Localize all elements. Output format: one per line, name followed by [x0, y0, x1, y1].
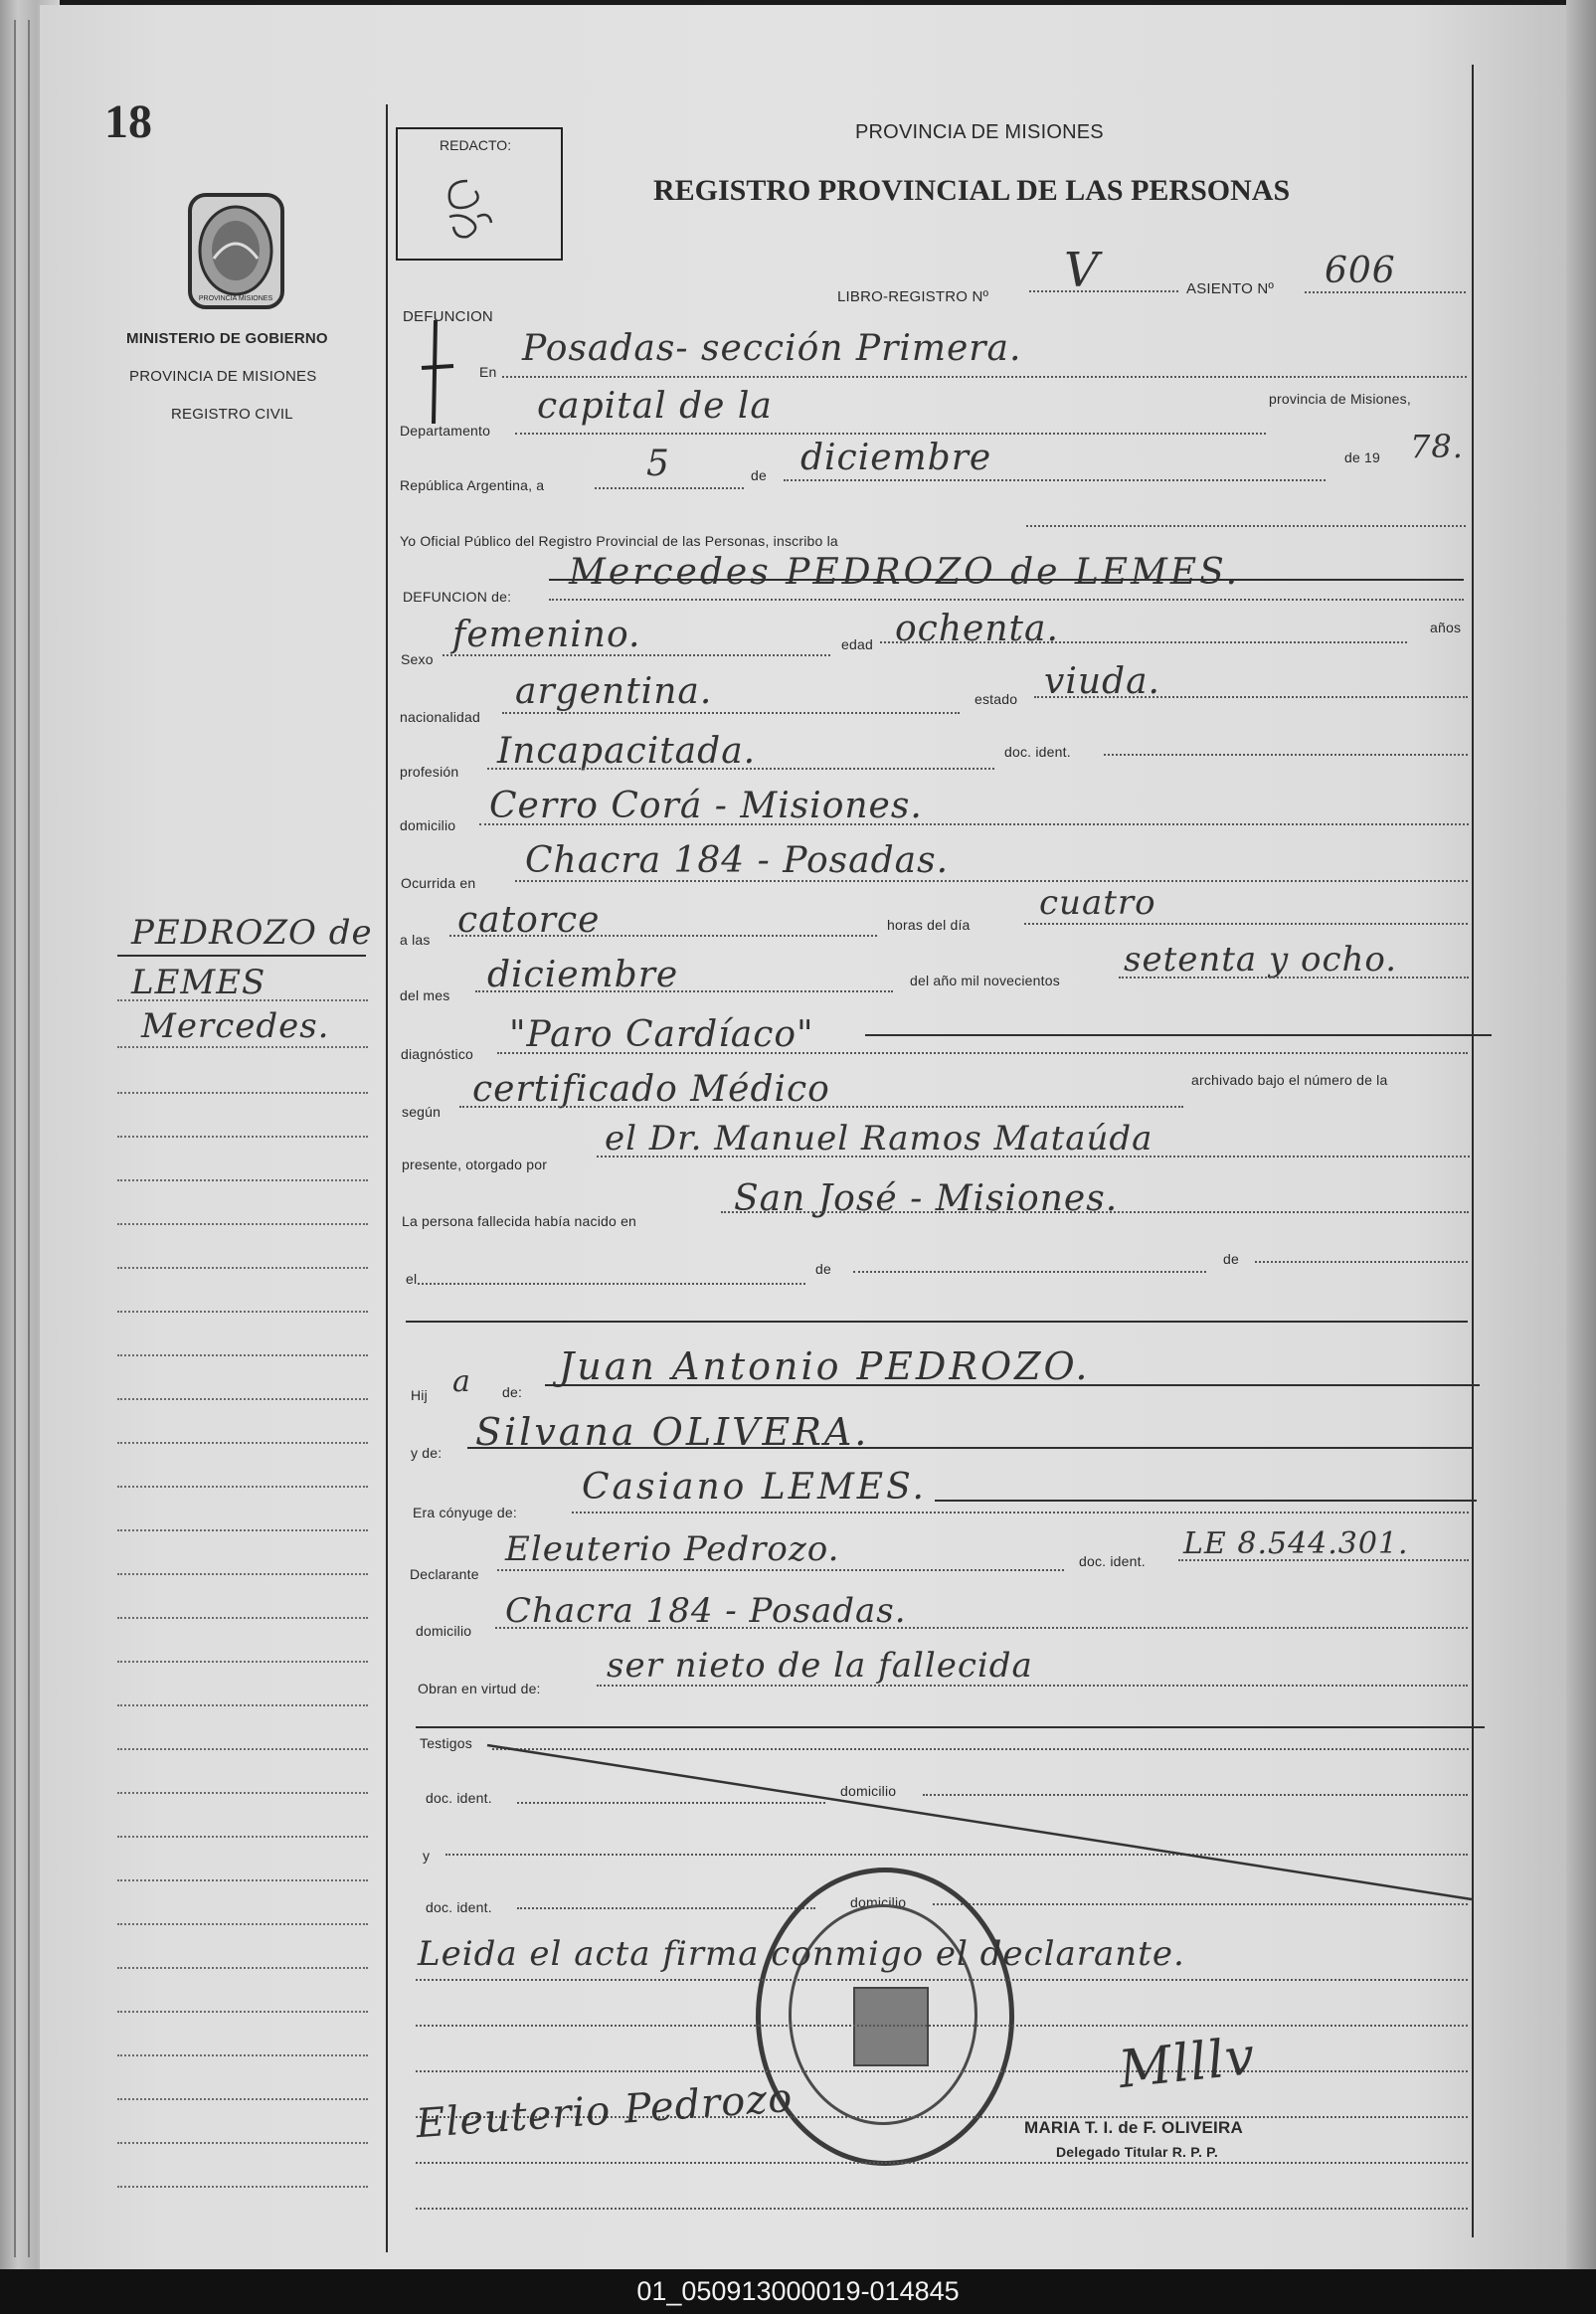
redacto-initials-signature	[428, 167, 507, 247]
margin-rule	[117, 1573, 368, 1575]
page-edge	[1566, 0, 1596, 2277]
sexo-label: Sexo	[401, 651, 434, 667]
margin-rule	[117, 1529, 368, 1531]
redacto-label: REDACTO:	[440, 137, 512, 153]
hijo-label: Hij	[411, 1387, 428, 1403]
margin-rule	[117, 2011, 368, 2013]
margin-rule	[117, 1267, 368, 1269]
margin-rule	[117, 1179, 368, 1181]
defuncion-de-label: DEFUNCION de:	[403, 589, 512, 605]
margin-rule	[117, 999, 368, 1001]
page-number: 18	[104, 95, 152, 148]
ocurrida-label: Ocurrida en	[401, 875, 476, 891]
margin-rule	[117, 1092, 368, 1094]
testigo-domicilio2-label: domicilio	[850, 1894, 907, 1910]
ocurrida-value: Chacra 184 - Posadas.	[525, 840, 950, 881]
cancellation-line	[477, 1735, 1482, 1909]
testigos-label: Testigos	[420, 1735, 472, 1751]
segun-label: según	[402, 1104, 442, 1120]
margin-rule	[117, 2098, 368, 2100]
defuncion-label: DEFUNCION	[403, 308, 493, 325]
registry-label: REGISTRO CIVIL	[171, 406, 293, 423]
testigo-doc2-label: doc. ident.	[426, 1899, 492, 1915]
ministry-label: MINISTERIO DE GOBIERNO	[126, 330, 328, 347]
official-name: MARIA T. I. de F. OLIVEIRA	[1024, 2118, 1243, 2137]
domicilio-value: Cerro Corá - Misiones.	[489, 786, 923, 826]
margin-rule	[117, 1046, 368, 1048]
edad-value: ochenta.	[895, 609, 1059, 649]
testigo-domicilio-label: domicilio	[840, 1783, 897, 1799]
declarante-doc-value: LE 8.544.301.	[1183, 1526, 1409, 1561]
declarante-label: Declarante	[410, 1566, 479, 1582]
libro-label: LIBRO-REGISTRO Nº	[837, 288, 989, 305]
asiento-label: ASIENTO Nº	[1186, 280, 1275, 297]
margin-rule	[117, 1748, 368, 1750]
margin-rule	[117, 1923, 368, 1925]
edad-label: edad	[841, 636, 873, 652]
doc-ident2-label: doc. ident.	[1079, 1553, 1146, 1569]
del-mes-label: del mes	[400, 987, 450, 1003]
doc-ident-label: doc. ident.	[1004, 744, 1071, 760]
seal-text: PROVINCIA MISIONES	[198, 295, 273, 302]
el-label: el	[406, 1271, 418, 1287]
margin-rule	[117, 1136, 368, 1138]
estado-label: estado	[975, 691, 1018, 707]
margin-rule	[117, 1398, 368, 1400]
margin-rule	[117, 2142, 368, 2144]
profesion-label: profesión	[400, 764, 459, 780]
diagnostico-value: "Paro Cardíaco"	[509, 1014, 814, 1055]
archivado-label: archivado bajo el número de la	[1191, 1072, 1388, 1088]
anio-texto-value: setenta y ocho.	[1124, 940, 1398, 979]
official-signature: Mlllv	[1116, 2026, 1259, 2101]
margin-rule	[117, 1661, 368, 1663]
a-las-label: a las	[400, 932, 431, 948]
padre-value: Juan Antonio PEDROZO.	[559, 1344, 1091, 1388]
margin-rule	[117, 1354, 368, 1356]
declarant-signature: Eleuterio Pedrozo	[414, 2074, 795, 2148]
domicilio2-value: Chacra 184 - Posadas.	[505, 1591, 907, 1631]
margin-rule	[117, 1486, 368, 1488]
horas-label: horas del día	[887, 917, 971, 933]
en-label: En	[479, 364, 497, 380]
margin-note-line3: Mercedes.	[141, 1006, 330, 1046]
margin-rule	[117, 2186, 368, 2188]
libro-value: V	[1064, 243, 1100, 298]
margin-rule	[117, 1617, 368, 1619]
nacido-label: La persona fallecida había nacido en	[402, 1213, 637, 1229]
declarante-value: Eleuterio Pedrozo.	[505, 1529, 840, 1569]
testigo-y-label: y	[423, 1848, 431, 1864]
de3-label: de	[1223, 1251, 1239, 1267]
oficial-text: Yo Oficial Público del Registro Provincial de las Personas, inscribo la	[400, 533, 838, 549]
margin-rule	[117, 1967, 368, 1969]
registry-main-title: REGISTRO PROVINCIAL DE LAS PERSONAS	[653, 174, 1291, 207]
asiento-value: 606	[1325, 251, 1396, 291]
obran-label: Obran en virtud de:	[418, 1681, 541, 1696]
y-de-label: y de:	[411, 1445, 443, 1461]
hijo-de-label: de:	[502, 1384, 523, 1400]
margin-note-line2: LEMES	[131, 963, 266, 1002]
mes-texto-value: diciembre	[487, 955, 679, 995]
official-stamp	[756, 1868, 1014, 2166]
diagnostico-label: diagnóstico	[401, 1046, 474, 1062]
domicilio-label: domicilio	[400, 817, 456, 833]
scan-footer-id: 01_050913000019-014845	[0, 2269, 1596, 2314]
margin-note-line1: PEDROZO de	[131, 913, 373, 953]
en-value: Posadas- sección Primera.	[522, 328, 1022, 369]
margin-rule	[117, 1704, 368, 1706]
official-title: Delegado Titular R. P. P.	[1056, 2144, 1218, 2160]
redacto-box	[396, 127, 563, 261]
province-label: PROVINCIA DE MISIONES	[129, 368, 317, 385]
margin-rule	[117, 1311, 368, 1313]
sexo-value: femenino.	[452, 615, 641, 655]
de-label: de	[751, 467, 767, 483]
margin-underline	[117, 955, 366, 957]
nacido-value: San José - Misiones.	[734, 1178, 1119, 1219]
profesion-value: Incapacitada.	[497, 731, 757, 772]
provincia-label: provincia de Misiones,	[1269, 391, 1411, 407]
del-anio-label: del año mil novecientos	[910, 973, 1060, 988]
presente-value: el Dr. Manuel Ramos Mataúda	[605, 1119, 1153, 1158]
form-right-border	[1472, 65, 1474, 2237]
cross-mark-icon	[418, 316, 457, 428]
margin-rule	[117, 1836, 368, 1838]
de2-label: de	[815, 1261, 831, 1277]
nacionalidad-label: nacionalidad	[400, 709, 481, 725]
leida-statement: Leida el acta firma conmigo el declarante.	[418, 1934, 1185, 1974]
hora-value: catorce	[457, 900, 601, 941]
dia-texto-value: cuatro	[1039, 883, 1156, 923]
departamento-label: Departamento	[400, 423, 491, 439]
domicilio2-label: domicilio	[416, 1623, 472, 1639]
departamento-value: capital de la	[537, 386, 773, 427]
madre-value: Silvana OLIVERA.	[475, 1410, 870, 1454]
nacionalidad-value: argentina.	[515, 671, 713, 712]
conyuge-label: Era cónyuge de:	[413, 1505, 517, 1520]
anio-value: 78.	[1410, 428, 1464, 465]
provincial-seal-emblem	[184, 189, 288, 313]
fallecido-value: Mercedes PEDROZO de LEMES.	[569, 552, 1241, 593]
margin-rule	[117, 1223, 368, 1225]
form-left-border	[386, 104, 388, 2252]
mes-value: diciembre	[800, 438, 992, 478]
margin-rule	[117, 1879, 368, 1881]
anios-label: años	[1430, 620, 1462, 635]
margin-rule	[117, 1792, 368, 1794]
margin-rule	[117, 1442, 368, 1444]
margin-rule	[117, 2054, 368, 2056]
obran-value: ser nieto de la fallecida	[607, 1646, 1033, 1686]
presente-label: presente, otorgado por	[402, 1157, 548, 1172]
segun-value: certificado Médico	[472, 1069, 830, 1110]
estado-value: viuda.	[1044, 661, 1160, 702]
republica-label: República Argentina, a	[400, 477, 545, 493]
de-19-label: de 19	[1344, 449, 1381, 465]
testigo-doc-label: doc. ident.	[426, 1790, 492, 1806]
province-title: PROVINCIA DE MISIONES	[855, 121, 1104, 143]
hijo-suffix-value: a	[452, 1364, 471, 1399]
dia-value: 5	[646, 444, 670, 484]
conyuge-value: Casiano LEMES.	[582, 1467, 927, 1508]
